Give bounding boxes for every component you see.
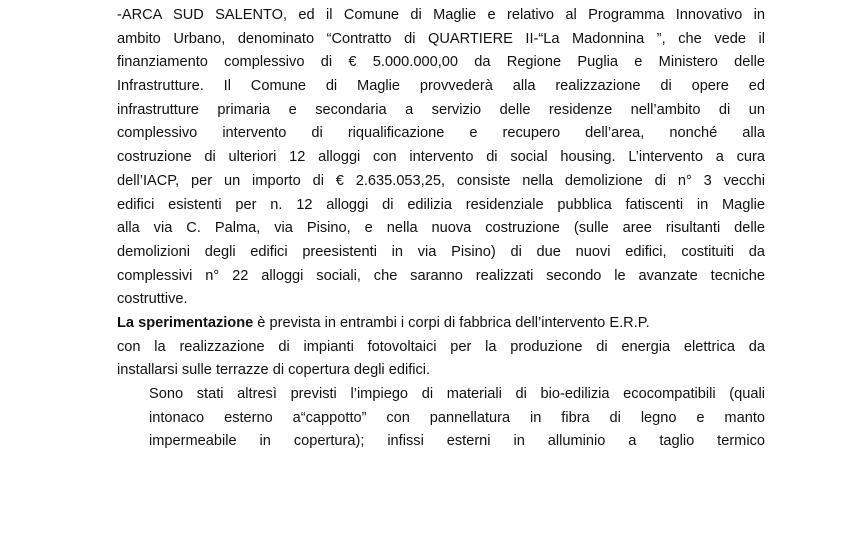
text-line: dell’IACP, per un importo di € 2.635.053,25, consiste nella demolizione di n° 3 vecchi xyxy=(117,172,765,189)
text-line: costruzione di ulteriori 12 alloggi con intervento di social housing. L’intervento a cura xyxy=(117,149,765,166)
body-text xyxy=(117,4,765,454)
text-run: è prevista in entrambi i corpi di fabbrica dell’intervento E.R.P. xyxy=(253,314,650,331)
text-line: impermeabile in copertura); infissi esterni in alluminio a taglio termico xyxy=(149,433,765,450)
text-line: Infrastrutture. Il Comune di Maglie provvederà alla realizzazione di opere ed xyxy=(117,78,765,95)
paragraph-1 xyxy=(117,4,765,312)
text-line: installarsi sulle terrazze di copertura degli edifici. xyxy=(117,362,431,379)
text-line: complessivi n° 22 alloggi sociali, che saranno realizzati secondo le avanzate tecniche xyxy=(117,267,765,284)
text-line xyxy=(117,312,765,336)
text-line: complessivo intervento di riqualificazione e recupero dell’area, nonché alla xyxy=(117,125,765,142)
text-line: costruttive. xyxy=(117,291,188,308)
paragraph-3 xyxy=(117,383,765,454)
text-line: ambito Urbano, denominato “Contratto di QUARTIERE II-“La Madonnina ”, che vede il xyxy=(117,30,765,47)
bold-lead: La sperimentazione xyxy=(117,314,254,331)
text-line: alla via C. Palma, via Pisino, e nella nuova costruzione (sulle aree risultanti delle xyxy=(117,220,765,237)
text-line: demolizioni degli edifici preesistenti in via Pisino) di due nuovi edifici, costituiti da xyxy=(117,243,765,260)
text-line: finanziamento complessivo di € 5.000.000,00 da Regione Puglia e Ministero delle xyxy=(117,54,765,71)
text-line: intonaco esterno a“cappotto” con pannellatura in fibra di legno e manto xyxy=(149,409,765,426)
text-line: -ARCA SUD SALENTO, ed il Comune di Maglie e relativo al Programma Innovativo in xyxy=(117,7,765,23)
text-line: edifici esistenti per n. 12 alloggi di edilizia residenziale pubblica fatiscenti in Maglie xyxy=(117,196,765,213)
text-line: Sono stati altresì previsti l’impiego di materiali di bio-edilizia ecocompatibili (quali xyxy=(149,386,765,402)
text-line: infrastrutture primaria e secondaria a servizio delle residenze nell’ambito di un xyxy=(117,101,765,118)
text-line: con la realizzazione di impianti fotovoltaici per la produzione di energia elettrica da xyxy=(117,338,765,355)
paragraph-2 xyxy=(117,312,765,383)
